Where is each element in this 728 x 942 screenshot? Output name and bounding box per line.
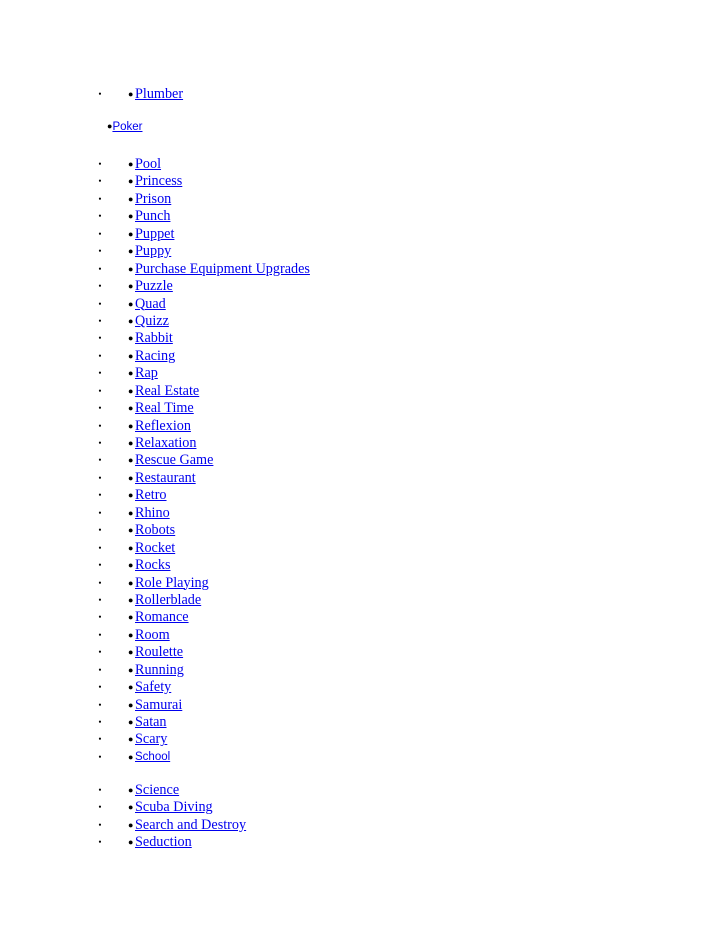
inner-bullet-icon: ● [128, 542, 134, 553]
inner-bullet-icon: ● [128, 315, 134, 326]
category-link-puppy[interactable]: Puppy [135, 243, 172, 260]
bullet-icon: • [98, 420, 102, 431]
poker-heading [107, 121, 142, 133]
bullet-icon: • [98, 819, 102, 830]
category-link-roulette[interactable]: Roulette [135, 644, 184, 661]
inner-bullet-icon: ● [128, 647, 134, 658]
inner-bullet-icon: ● [128, 159, 134, 169]
bullet-icon: • [98, 785, 102, 795]
category-link-science[interactable]: Science [135, 782, 180, 798]
bullet-icon: • [98, 837, 102, 848]
inner-bullet-icon: ● [128, 490, 134, 501]
category-link-rollerblade[interactable]: Rollerblade [135, 591, 202, 608]
bullet-icon: • [98, 228, 102, 239]
category-link-rocket[interactable]: Rocket [135, 539, 176, 556]
bullet-icon: • [98, 594, 102, 605]
bullet-icon: • [98, 455, 102, 466]
bullet-icon: • [98, 89, 102, 99]
category-link-princess[interactable]: Princess [135, 173, 183, 190]
inner-bullet-icon: ● [128, 734, 134, 745]
inner-bullet-icon: ● [128, 211, 134, 222]
bullet-icon: • [98, 472, 102, 483]
bullet-icon: • [98, 682, 102, 693]
category-link-puzzle[interactable]: Puzzle [135, 278, 173, 295]
category-link-school[interactable]: School [135, 750, 171, 763]
bullet-icon: • [98, 403, 102, 414]
bullet-icon: • [98, 802, 102, 813]
bullet-icon: • [98, 751, 102, 762]
inner-bullet-icon: ● [128, 577, 134, 588]
inner-bullet-icon: ● [128, 819, 134, 830]
category-link-running[interactable]: Running [135, 661, 184, 678]
bullet-icon: • [98, 647, 102, 658]
category-link-rescue-game[interactable]: Rescue Game [135, 452, 214, 469]
inner-bullet-icon: ● [128, 682, 134, 693]
category-link-safety[interactable]: Safety [135, 679, 172, 696]
bullet-icon: • [98, 612, 102, 623]
bullet-icon: • [98, 717, 102, 727]
category-link-real-time[interactable]: Real Time [135, 400, 194, 417]
bullet-icon: • [98, 159, 102, 169]
category-link-quizz[interactable]: Quizz [135, 312, 169, 329]
category-link-satan[interactable]: Satan [135, 714, 167, 730]
bullet-icon: • [98, 490, 102, 501]
category-link-scuba-diving[interactable]: Scuba Diving [135, 799, 213, 816]
category-link-racing[interactable]: Racing [135, 347, 176, 364]
inner-bullet-icon: ● [128, 281, 134, 292]
inner-bullet-icon: ● [128, 368, 134, 379]
bullet-icon: • [98, 560, 102, 571]
inner-bullet-icon: ● [128, 664, 134, 675]
category-link-reflexion[interactable]: Reflexion [135, 417, 191, 434]
inner-bullet-icon: ● [128, 507, 134, 518]
inner-bullet-icon: ● [128, 455, 134, 466]
inner-bullet-icon: ● [128, 176, 134, 187]
inner-bullet-icon: ● [128, 837, 134, 848]
inner-bullet-icon: ● [128, 263, 134, 274]
inner-bullet-icon: ● [128, 751, 134, 762]
inner-bullet-icon: ● [128, 403, 134, 414]
bullet-icon: • [98, 385, 102, 396]
bullet-icon: • [98, 315, 102, 326]
bullet-icon: • [98, 176, 102, 187]
category-link-quad[interactable]: Quad [135, 295, 166, 312]
inner-bullet-icon: ● [128, 246, 134, 257]
bullet-icon: • [98, 699, 102, 710]
bullet-icon: • [98, 193, 102, 204]
inner-bullet-icon: ● [128, 802, 134, 813]
inner-bullet-icon: ● [128, 785, 134, 795]
category-link-real-estate[interactable]: Real Estate [135, 382, 200, 399]
category-link-punch[interactable]: Punch [135, 208, 171, 225]
category-link-rhino[interactable]: Rhino [135, 504, 170, 521]
bullet-icon: • [98, 246, 102, 257]
category-link-room[interactable]: Room [135, 626, 170, 643]
bullet-icon: • [98, 350, 102, 361]
bullet-icon: • [98, 438, 102, 448]
inner-bullet-icon: ● [128, 89, 134, 99]
bullet-icon: • [98, 298, 102, 309]
inner-bullet-icon: ● [128, 420, 134, 431]
category-link-robots[interactable]: Robots [135, 522, 176, 539]
poker-bullet: ● [107, 121, 113, 131]
inner-bullet-icon: ● [128, 298, 134, 309]
category-link-rap[interactable]: Rap [135, 365, 158, 382]
bullet-icon: • [98, 333, 102, 344]
category-link-relaxation[interactable]: Relaxation [135, 435, 197, 451]
inner-bullet-icon: ● [128, 560, 134, 571]
inner-bullet-icon: ● [128, 525, 134, 536]
inner-bullet-icon: ● [128, 699, 134, 710]
inner-bullet-icon: ● [128, 438, 134, 448]
inner-bullet-icon: ● [128, 629, 134, 640]
category-link-rabbit[interactable]: Rabbit [135, 330, 173, 347]
bullet-icon: • [98, 525, 102, 536]
category-link-romance[interactable]: Romance [135, 609, 189, 626]
bullet-icon: • [98, 664, 102, 675]
bullet-icon: • [98, 281, 102, 292]
category-link-samurai[interactable]: Samurai [135, 696, 183, 713]
category-link-search-and-destroy[interactable]: Search and Destroy [135, 816, 247, 833]
bullet-icon: • [98, 211, 102, 222]
bullet-icon: • [98, 577, 102, 588]
inner-bullet-icon: ● [128, 350, 134, 361]
bullet-icon: • [98, 263, 102, 274]
inner-bullet-icon: ● [128, 333, 134, 344]
inner-bullet-icon: ● [128, 717, 134, 727]
inner-bullet-icon: ● [128, 472, 134, 483]
inner-bullet-icon: ● [128, 228, 134, 239]
category-link-puppet[interactable]: Puppet [135, 225, 175, 242]
category-link-scary[interactable]: Scary [135, 731, 168, 748]
bullet-icon: • [98, 507, 102, 518]
inner-bullet-icon: ● [128, 193, 134, 204]
category-link-pool[interactable]: Pool [135, 156, 162, 172]
category-link-prison[interactable]: Prison [135, 190, 172, 207]
inner-bullet-icon: ● [128, 385, 134, 396]
category-link-role-playing[interactable]: Role Playing [135, 574, 209, 591]
bullet-icon: • [98, 368, 102, 379]
poker-link[interactable]: Poker [112, 121, 143, 133]
bullet-icon: • [98, 629, 102, 640]
bullet-icon: • [98, 542, 102, 553]
category-link-rocks[interactable]: Rocks [135, 557, 171, 574]
category-link-retro[interactable]: Retro [135, 487, 167, 504]
category-link-seduction[interactable]: Seduction [135, 834, 192, 851]
inner-bullet-icon: ● [128, 612, 134, 623]
category-link-purchase-equipment-upgrades[interactable]: Purchase Equipment Upgrades [135, 260, 310, 277]
category-link-plumber[interactable]: Plumber [135, 86, 184, 102]
bullet-icon: • [98, 734, 102, 745]
inner-bullet-icon: ● [128, 594, 134, 605]
category-link-restaurant[interactable]: Restaurant [135, 469, 196, 486]
